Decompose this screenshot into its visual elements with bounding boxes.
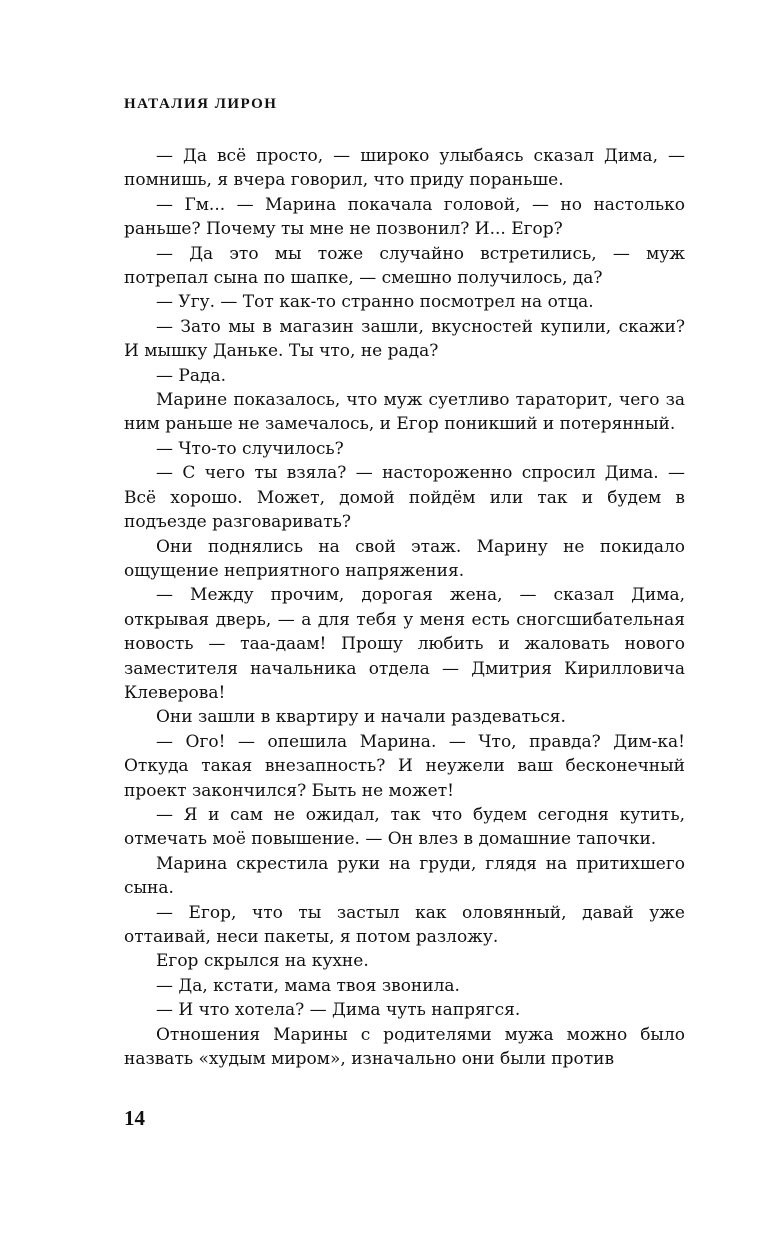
page-number: 14 (124, 1106, 145, 1130)
paragraph: Марине показалось, что муж суетливо тараторит, чего за ним раньше не замечалось, и Егор поникший и потерянный. (124, 390, 685, 435)
running-head-author: НАТАЛИЯ ЛИРОН (124, 96, 278, 112)
paragraph: — Рада. (156, 365, 226, 386)
paragraph: — Я и сам не ожидал, так что будем сегодня кутить, отмечать моё повышение. — Он влез в домашние тапочки. (124, 804, 685, 850)
paragraph: Отношения Марины с родителями мужа можно было назвать «худым миром», изначально они были против (124, 1024, 685, 1070)
paragraph: — Да это мы тоже случайно встретились, — муж потрепал сына по шапке, — смешно получилось, да? (124, 243, 685, 289)
paragraph: — Да всё просто, — широко улыбаясь сказал Дима, — помнишь, я вчера говорил, что приду пораньше. (124, 146, 685, 191)
paragraph: — Ого! — опешила Марина. — Что, правда? Дим-ка! Откуда такая внезапность? И неужели ваш бесконечный проект закончился? Быть не может! (124, 731, 685, 801)
paragraph: Марина скрестила руки на груди, глядя на притихшего сына. (124, 853, 685, 899)
paragraph: Они зашли в квартиру и начали раздеваться. (156, 707, 566, 728)
paragraph: — Да, кстати, мама твоя звонила. (156, 975, 460, 996)
paragraph: — С чего ты взяла? — настороженно спросил Дима. — Всё хорошо. Может, домой пойдём или так и будем в подъезде разговаривать? (124, 463, 685, 533)
paragraph: — Гм... — Марина покачала головой, — но настолько раньше? Почему ты мне не позвонил? И... Егор? (124, 194, 685, 240)
paragraph: — Зато мы в магазин зашли, вкусностей купили, скажи? И мышку Даньке. Ты что, не рада? (124, 316, 685, 362)
paragraph: Они поднялись на свой этаж. Марину не покидало ощущение неприятного напряжения. (124, 536, 685, 581)
paragraph: — Что-то случилось? (156, 438, 344, 459)
paragraph: — Егор, что ты застыл как оловянный, давай уже оттаивай, неси пакеты, я потом разложу. (124, 902, 685, 947)
paragraph: Егор скрылся на кухне. (156, 951, 369, 972)
paragraph: — И что хотела? — Дима чуть напрягся. (156, 1000, 521, 1021)
body-text (124, 144, 685, 1071)
paragraph: — Между прочим, дорогая жена, — сказал Дима, открывая дверь, — а для тебя у меня есть сногсшибательная новость — таа-даам! Прошу любить и жаловать нового заместителя начальника отдела — Дмитрия Кирилловича Клеверова! (124, 585, 685, 703)
paragraph: — Угу. — Тот как-то странно посмотрел на отца. (156, 292, 594, 313)
